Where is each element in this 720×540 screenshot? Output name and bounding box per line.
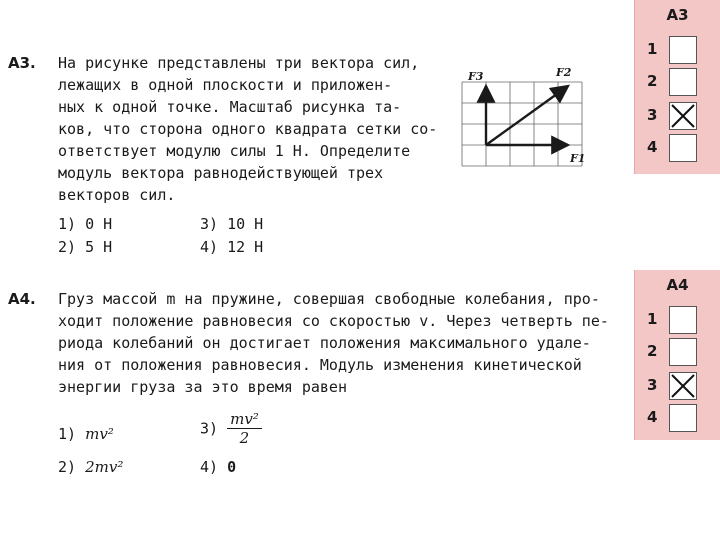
question-text-line: Груз массой m на пружине, совершая свободные колебания, про-	[58, 290, 600, 308]
vector-f2	[486, 86, 568, 145]
checkbox[interactable]	[669, 134, 697, 162]
checkbox[interactable]	[669, 306, 697, 334]
question-text-line: ния от положения равновесия. Модуль изменения кинетической	[58, 356, 582, 374]
label-f3: F3	[468, 70, 484, 83]
answer-option: 3) $\frac{\text{mv²}}{2}$	[200, 410, 262, 447]
checkbox[interactable]	[669, 404, 697, 432]
answer-option: 1) 0 Н	[58, 215, 113, 233]
question-text-line: лежащих в одной плоскости и приложен-	[58, 76, 393, 94]
question-text-line: ходит положение равновесия со скоростью v. Через четверть пе-	[58, 312, 609, 330]
answer-sheet-a4	[634, 270, 720, 440]
answer-choice-3[interactable]: 3	[635, 102, 720, 130]
question-text-line: На рисунке представлены три вектора сил,	[58, 54, 420, 72]
answer-choice-2[interactable]: 2	[635, 68, 720, 96]
checkbox[interactable]	[669, 338, 697, 366]
answer-sheet-a3	[634, 0, 720, 174]
question-number: А4.	[8, 290, 36, 308]
checkbox[interactable]	[669, 36, 697, 64]
cross-mark-icon	[670, 373, 696, 399]
cross-mark-icon	[670, 103, 696, 129]
answer-option: 3) 10 Н	[200, 215, 264, 233]
question-text-line: энергии груза за это время равен	[58, 378, 347, 396]
question-text-line: ответствует модулю силы 1 Н. Определите	[58, 142, 411, 160]
checkbox-marked[interactable]	[669, 102, 697, 130]
answer-option: 2) 5 Н	[58, 238, 113, 256]
answer-choice-1[interactable]: 1	[635, 36, 720, 64]
answer-choice-3[interactable]: 3	[635, 372, 720, 400]
answer-option: 4) 0	[200, 458, 237, 476]
question-text-line: риода колебаний он достигает положения максимального удале-	[58, 334, 591, 352]
answer-sheet-title: А4	[666, 276, 689, 294]
answer-sheet-title: А3	[666, 6, 689, 24]
fraction: $\frac{\text{mv²}}{2}$	[227, 410, 262, 447]
vector-grid-figure	[452, 60, 602, 180]
question-text-line: модуль вектора равнодействующей трех	[58, 164, 384, 182]
vector-diagram	[452, 60, 602, 180]
answer-choice-2[interactable]: 2	[635, 338, 720, 366]
answer-option: 1) mv²	[58, 425, 114, 443]
question-text-line: векторов сил.	[58, 186, 176, 204]
answer-option: 4) 12 Н	[200, 238, 264, 256]
label-f2: F2	[556, 66, 572, 79]
question-number: А3.	[8, 54, 36, 72]
answer-choice-1[interactable]: 1	[635, 306, 720, 334]
question-text-line: ных к одной точке. Масштаб рисунка та-	[58, 98, 402, 116]
question-text-line: ков, что сторона одного квадрата сетки со-	[58, 120, 438, 138]
label-f1: F1	[570, 152, 586, 165]
checkbox-marked[interactable]	[669, 372, 697, 400]
answer-choice-4[interactable]: 4	[635, 134, 720, 162]
answer-choice-4[interactable]: 4	[635, 404, 720, 432]
answer-option: 2) 2mv²	[58, 458, 124, 476]
grid	[462, 82, 582, 166]
checkbox[interactable]	[669, 68, 697, 96]
